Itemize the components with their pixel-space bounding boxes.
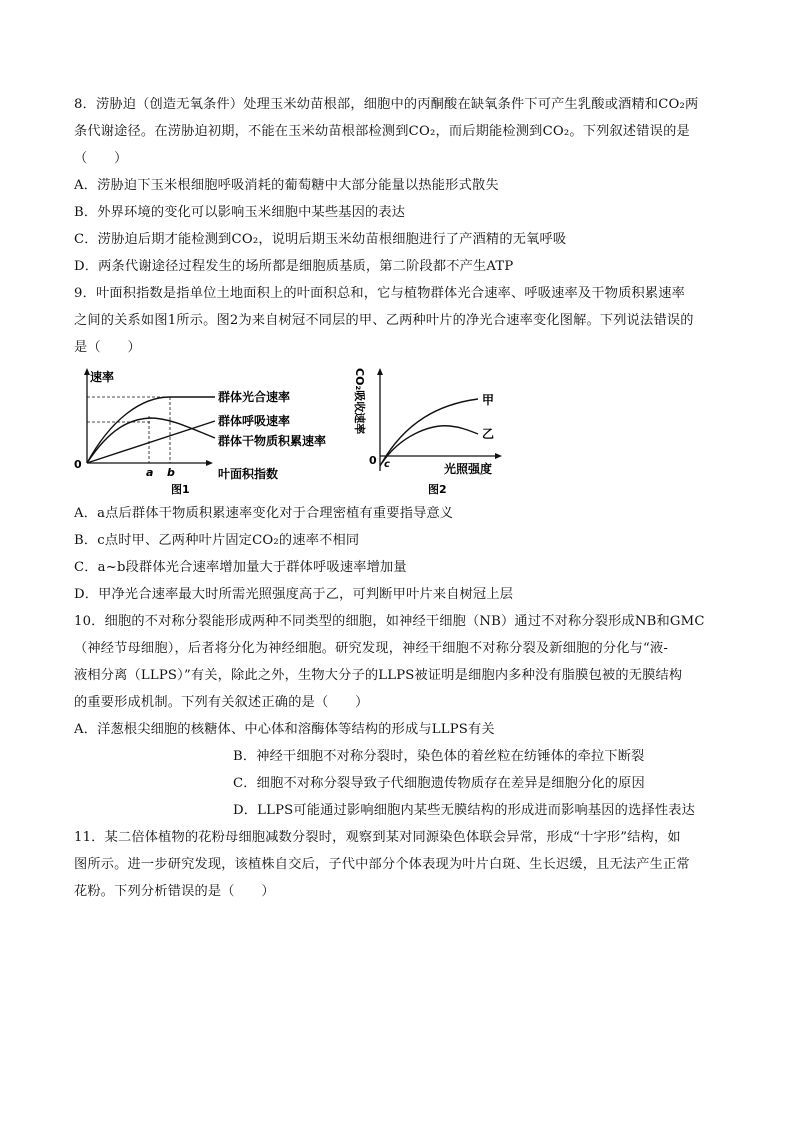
q9-option-a: A．a点后群体干物质积累速率变化对于合理密植有重要指导意义 — [74, 506, 454, 521]
figure2-diagram — [350, 366, 506, 498]
fig2-label-yi: 乙 — [482, 427, 495, 441]
q10-stem-line2: （神经节母细胞），后者将分化为神经细胞。研究发现，神经干细胞不对称分裂及新细胞的分化与“液- — [74, 641, 669, 656]
q8-stem-line2: 条代谢途径。在涝胁迫初期，不能在玉米幼苗根部检测到CO₂，而后期能检测到CO₂。下列叙述错误的是 — [74, 124, 690, 139]
figure1-diagram — [70, 366, 360, 498]
fig1-origin: 0 — [74, 458, 82, 471]
fig1-resp-line — [87, 421, 215, 463]
fig2-origin: 0 — [369, 454, 377, 467]
q8-option-a: A．涝胁迫下玉米根细胞呼吸消耗的葡萄糖中大部分能量以热能形式散失 — [74, 178, 499, 193]
q9-stem-line2: 之间的关系如图1所示。图2为来自树冠不同层的甲、乙两种叶片的净光合速率变化图解。下列说法错误的 — [74, 313, 694, 328]
q10-option-a: A．洋葱根尖细胞的核糖体、中心体和溶酶体等结构的形成与LLPS有关 — [74, 722, 495, 737]
fig2-y-arrow-icon — [377, 368, 383, 375]
q10-option-d: D．LLPS可能通过影响细胞内某些无膜结构的形成进而影响基因的选择性表达 — [233, 803, 696, 818]
fig2-tick-c: c — [384, 459, 390, 470]
fig2-x-arrow-icon — [495, 453, 502, 459]
q10-stem-line4: 的重要形成机制。下列有关叙述正确的是（ ） — [74, 695, 369, 710]
fig2-curve-yi — [382, 426, 478, 463]
fig2-caption: 图2 — [428, 483, 447, 496]
q8-stem-line3: （ ） — [74, 151, 128, 166]
fig2-ylabel: CO₂吸收速率 — [353, 368, 366, 435]
fig1-xlabel: 叶面积指数 — [218, 467, 279, 481]
q10-stem-line3: 液相分离（LLPS）”有关，除此之外，生物大分子的LLPS被证明是细胞内多种没有脂膜包被的无膜结构 — [74, 668, 683, 683]
fig1-label-resp: 群体呼吸速率 — [218, 414, 291, 428]
fig1-tick-a: a — [146, 466, 154, 479]
q10-stem-line1: 10．细胞的不对称分裂能形成两种不同类型的细胞，如神经干细胞（NB）通过不对称分裂形成NB和GMC — [74, 614, 705, 629]
q9-stem-line3: 是（ ） — [74, 340, 141, 355]
q8-option-b: B．外界环境的变化可以影响玉米细胞中某些基因的表达 — [74, 205, 406, 220]
fig1-caption: 图1 — [171, 483, 190, 496]
q9-option-d: D．甲净光合速率最大时所需光照强度高于乙，可判断甲叶片来自树冠上层 — [74, 587, 514, 602]
fig2-xlabel: 光照强度 — [444, 462, 493, 476]
fig1-label-photo: 群体光合速率 — [218, 390, 291, 404]
fig1-tick-b: b — [167, 466, 175, 479]
q8-option-d: D．两条代谢途径过程发生的场所都是细胞质基质，第二阶段都不产生ATP — [74, 259, 514, 274]
q11-stem-line3: 花粉。下列分析错误的是（ ） — [74, 884, 275, 899]
q8-stem-line1: 8．涝胁迫（创造无氧条件）处理玉米幼苗根部，细胞中的丙酮酸在缺氧条件下可产生乳酸或酒精和CO₂两 — [74, 97, 699, 112]
fig1-ylabel: 速率 — [90, 370, 115, 384]
q11-stem-line2: 图所示。进一步研究发现，该植株自交后，子代中部分个体表现为叶片白斑、生长迟缓，且无法产生正常 — [74, 857, 690, 872]
q9-option-c: C．a~b段群体光合速率增加量大于群体呼吸速率增加量 — [74, 560, 407, 575]
fig1-label-dry: 群体干物质积累速率 — [218, 434, 327, 448]
q9-stem-line1: 9．叶面积指数是指单位土地面积上的叶面积总和，它与植物群体光合速率、呼吸速率及干物质积累速率 — [74, 286, 686, 301]
q9-option-b: B．c点时甲、乙两种叶片固定CO₂的速率不相同 — [74, 533, 360, 548]
fig1-x-arrow-icon — [206, 460, 213, 466]
q11-stem-line1: 11．某二倍体植物的花粉母细胞减数分裂时，观察到某对同源染色体联会异常，形成“十字形”结构，如 — [74, 830, 681, 845]
q10-option-b: B．神经干细胞不对称分裂时，染色体的着丝粒在纺锤体的牵拉下断裂 — [233, 749, 645, 764]
fig2-label-jia: 甲 — [482, 393, 495, 407]
q10-option-c: C．细胞不对称分裂导致子代细胞遗传物质存在差异是细胞分化的原因 — [233, 776, 645, 791]
q8-option-c: C．涝胁迫后期才能检测到CO₂，说明后期玉米幼苗根细胞进行了产酒精的无氧呼吸 — [74, 232, 567, 247]
